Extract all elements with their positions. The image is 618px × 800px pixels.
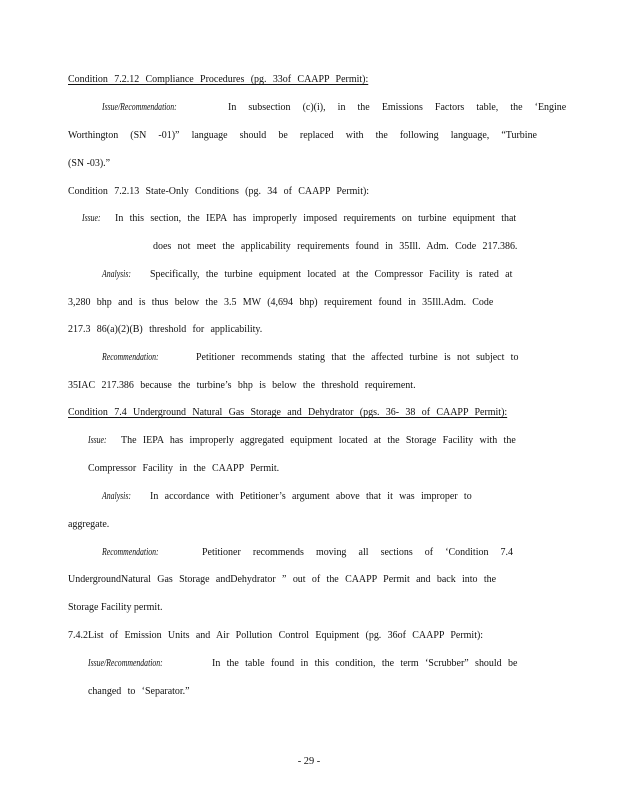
heading-condition-7-4: Condition 7.4 Underground Natural Gas Storage and Dehydrator (pgs. 36- 38 of CAAPP Permit): <box>68 407 508 418</box>
label-text: Analysis: <box>102 269 131 280</box>
label-issue-recommendation <box>88 657 184 670</box>
heading-condition-7-2-13: Condition 7.2.13 State-Only Conditions (pg. 34 of CAAPP Permit): <box>68 186 370 197</box>
label-text: Recommendation: <box>102 352 159 363</box>
label-text: Issue/Recommendation: <box>88 658 163 669</box>
heading-7-4-2: 7.4.2List of Emission Units and Air Pollution Control Equipment (pg. 36of CAAPP Permit): <box>68 630 484 641</box>
paragraph-line: Specifically, the turbine equipment located at the Compressor Facility is rated at <box>150 269 513 280</box>
label-text: Issue: <box>82 213 101 224</box>
paragraph-line: Compressor Facility in the CAAPP Permit. <box>88 463 280 474</box>
page-number: - 29 - <box>297 756 321 767</box>
paragraph-line: In accordance with Petitioner’s argument above that it was improper to <box>150 491 472 502</box>
paragraph-line: Worthington (SN -01)” language should be replaced with the following language, “Turbine <box>68 130 537 141</box>
label-recommendation <box>102 351 175 364</box>
paragraph-line: In subsection (c)(i), in the Emissions Factors table, the ‘Engine <box>228 102 567 113</box>
label-issue <box>82 212 106 225</box>
paragraph-line: Petitioner recommends stating that the affected turbine is not subject to <box>196 352 519 363</box>
label-issue <box>88 434 112 447</box>
paragraph-line: aggregate. <box>68 519 110 530</box>
label-recommendation <box>102 546 175 559</box>
paragraph-line: Petitioner recommends moving all sections of ‘Condition 7.4 <box>202 547 514 558</box>
label-text: Recommendation: <box>102 547 159 558</box>
paragraph-line: The IEPA has improperly aggregated equipment located at the Storage Facility with the <box>121 435 516 446</box>
label-text: Issue: <box>88 435 107 446</box>
label-text: Issue/Recommendation: <box>102 102 177 113</box>
paragraph-line: UndergroundNatural Gas Storage andDehydrator ” out of the CAAPP Permit and back into the <box>68 574 497 585</box>
label-analysis <box>102 268 139 281</box>
paragraph-line: 3,280 bhp and is thus below the 3.5 MW (4,694 bhp) requirement found in 35Ill.Adm. Code <box>68 297 494 308</box>
label-issue-recommendation <box>102 101 198 114</box>
heading-condition-7-2-12: Condition 7.2.12 Compliance Procedures (pg. 33of CAAPP Permit): <box>68 74 369 85</box>
paragraph-line: Storage Facility permit. <box>68 602 163 613</box>
paragraph-line: 217.3 86(a)(2)(B) threshold for applicability. <box>68 324 263 335</box>
paragraph-line: does not meet the applicability requirements found in 35Ill. Adm. Code 217.386. <box>153 241 518 252</box>
paragraph-line: changed to ‘Separator.” <box>88 686 190 697</box>
paragraph-line: In this section, the IEPA has improperly imposed requirements on turbine equipment that <box>115 213 517 224</box>
paragraph-line: 35IAC 217.386 because the turbine’s bhp is below the threshold requirement. <box>68 380 416 391</box>
label-analysis <box>102 490 139 503</box>
paragraph-line: (SN -03).” <box>68 158 111 169</box>
paragraph-line: In the table found in this condition, the term ‘Scrubber” should be <box>212 658 518 669</box>
label-text: Analysis: <box>102 491 131 502</box>
